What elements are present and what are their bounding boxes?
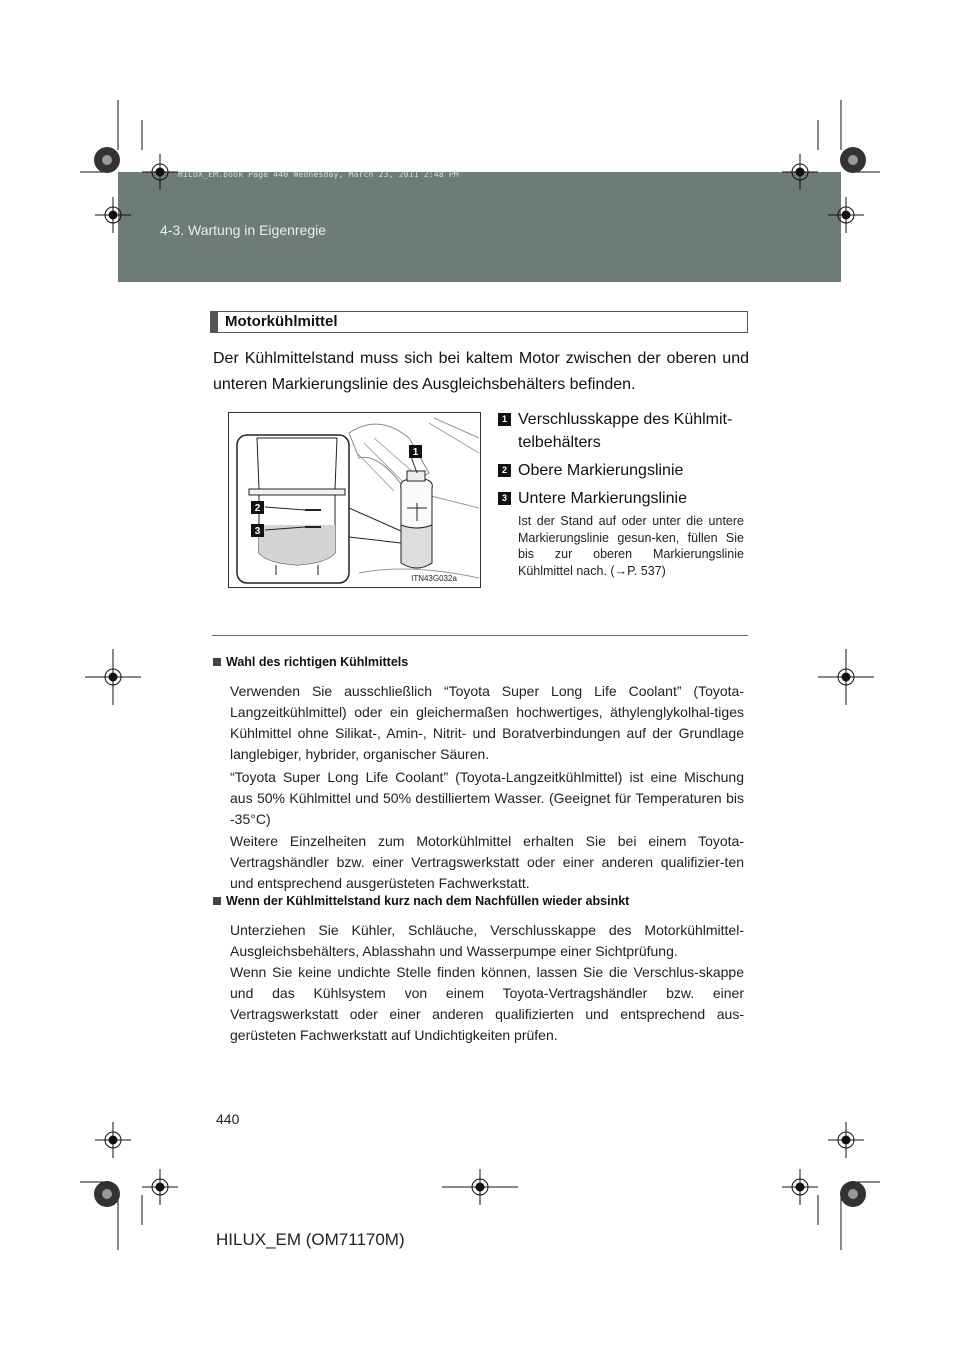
info-heading: Wahl des richtigen Kühlmittels xyxy=(213,655,408,669)
section-divider xyxy=(212,635,748,636)
callout-number: 2 xyxy=(498,464,511,477)
page-number: 440 xyxy=(216,1111,240,1127)
manual-code: HILUX_EM (OM71170M) xyxy=(216,1230,405,1249)
info-paragraph: Verwenden Sie ausschließlich “Toyota Super Long Life Coolant” (Toyota-Langzeitkühlmittel) oder ein gleichermaßen hochwertiges, äthylenglykolhal-tiges Kühlmittel ohne Silikat-, Amin-, Nitrit- und Boratverbindungen auf der Grundlage langlebiger, hybrider, organischer Säuren. xyxy=(230,683,744,762)
bullet-square-icon xyxy=(213,897,221,905)
intro-text: Der Kühlmittelstand muss sich bei kaltem Motor zwischen der oberen und unteren Markierungslinie des Ausgleichsbehälters befinden. xyxy=(213,350,749,393)
color-wheel-icon xyxy=(94,147,866,1207)
callout-text: Verschlusskappe des Kühlmit-telbehälters xyxy=(518,411,733,451)
info-paragraph: “Toyota Super Long Life Coolant” (Toyota-Langzeitkühlmittel) ist eine Mischung aus 50% Kühlmittel und 50% destilliertem Wasser. (Geeignet für Temperaturen bis -35°C) xyxy=(230,769,744,827)
callout-list xyxy=(497,408,749,515)
heading-accent-bar xyxy=(211,312,218,332)
section-title: Motorkühlmittel xyxy=(225,313,338,330)
callout-number: 1 xyxy=(498,413,511,426)
section-heading xyxy=(210,311,748,333)
callout-text: Untere Markierungslinie xyxy=(518,490,687,507)
coolant-reservoir-illustration xyxy=(229,413,480,587)
figure-label-3: 3 xyxy=(254,526,261,537)
bullet-square-icon xyxy=(213,658,221,666)
figure-code: ITN43G032a xyxy=(411,574,457,583)
callout-item xyxy=(497,408,749,454)
book-stamp: HILUX_EM.book Page 440 Wednesday, March 23, 2011 2:48 PM xyxy=(178,170,459,179)
callout-text: Obere Markierungslinie xyxy=(518,462,684,479)
section-label: 4-3. Wartung in Eigenregie xyxy=(160,222,327,238)
callout-note: Ist der Stand auf oder unter die untere Markierungslinie gesun-ken, füllen Sie bis zur oberen Markierungslinie Kühlmittel nach. (→P. 537) xyxy=(518,514,744,578)
info-paragraph: Unterziehen Sie Kühler, Schläuche, Verschlusskappe des Motorkühlmittel-Ausgleichsbehälters, Ablasshahn und Wasserpumpe einer Sichtprüfung. xyxy=(230,922,744,959)
info-heading: Wenn der Kühlmittelstand kurz nach dem Nachfüllen wieder absinkt xyxy=(213,894,629,908)
callout-number: 3 xyxy=(498,492,511,505)
info-paragraph: Weitere Einzelheiten zum Motorkühlmittel erhalten Sie bei einem Toyota-Vertragshändler bzw. einer Vertragswerkstatt oder einer anderen qualifizier-ten und entsprechend ausgerüsteten Fachwerkstatt. xyxy=(230,833,744,891)
coolant-reservoir-figure xyxy=(228,412,481,588)
figure-label-2: 2 xyxy=(254,503,261,514)
callout-item xyxy=(497,459,749,482)
figure-label-1: 1 xyxy=(412,447,419,458)
info-paragraph: Wenn Sie keine undichte Stelle finden können, lassen Sie die Verschlus-skappe und das Kühlsystem von einem Toyota-Vertragshändler bzw. einer Vertragswerkstatt oder einer anderen qualifizierten und entsprechend aus-gerüsteten Fachwerkstatt auf Undichtigkeiten prüfen. xyxy=(230,964,744,1043)
callout-item xyxy=(497,487,749,510)
